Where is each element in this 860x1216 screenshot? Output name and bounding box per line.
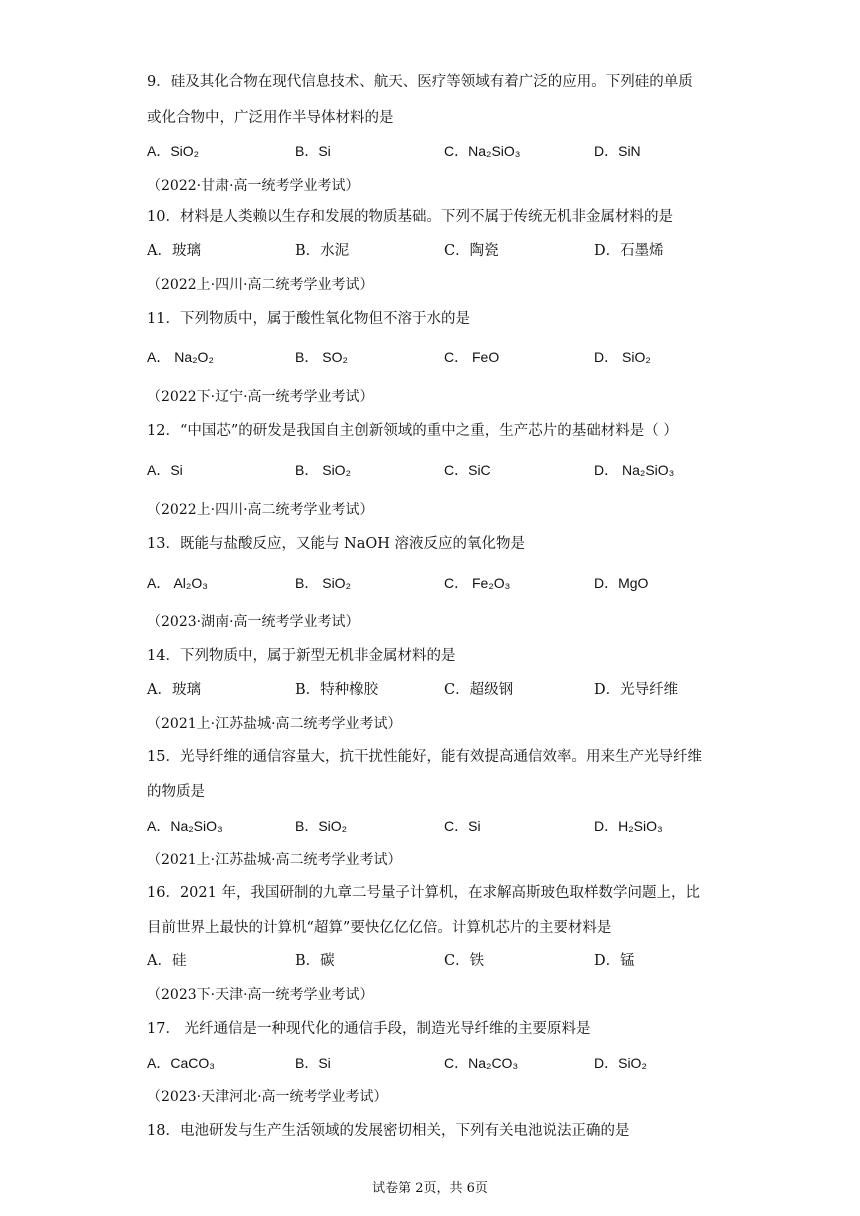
q10-option-b: B．水泥 xyxy=(295,243,350,259)
q15-stem-line2: 的物质是 xyxy=(147,784,205,800)
q10-options xyxy=(147,240,747,262)
q15-source: （2021上·江苏盐城·高二统考学业考试） xyxy=(147,852,402,868)
q9-options xyxy=(147,140,747,162)
q17-options xyxy=(147,1052,747,1074)
q11-option-d: D． SiO₂ xyxy=(594,349,651,365)
q14-source: （2021上·江苏盐城·高二统考学业考试） xyxy=(147,716,402,732)
q14-option-d: D．光导纤维 xyxy=(594,682,679,698)
q16-stem-line1: 16．2021 年，我国研制的九章二号量子计算机，在求解高斯玻色取样数学问题上，比 xyxy=(147,885,700,901)
q9-option-c: C．Na₂SiO₃ xyxy=(444,143,521,159)
q9-option-d: D．SiN xyxy=(594,143,641,159)
q17-option-a: A．CaCO₃ xyxy=(147,1055,215,1071)
q14-option-c: C．超级钢 xyxy=(444,682,514,698)
q12-option-d: D． Na₂SiO₃ xyxy=(594,462,675,478)
q17-option-d: D．SiO₂ xyxy=(594,1055,647,1071)
q9-option-b: B．Si xyxy=(295,143,331,159)
q15-option-d: D．H₂SiO₃ xyxy=(594,818,663,834)
q17-option-c: C．Na₂CO₃ xyxy=(444,1055,519,1071)
q11-option-c: C． FeO xyxy=(444,349,500,365)
q11-option-a: A． Na₂O₂ xyxy=(147,349,214,365)
q12-options xyxy=(147,459,747,481)
q18-stem-line1: 18．电池研发与生产生活领域的发展密切相关，下列有关电池说法正确的是 xyxy=(147,1123,630,1139)
q16-option-c: C．铁 xyxy=(444,953,485,969)
q14-options xyxy=(147,679,747,701)
q10-option-d: D．石墨烯 xyxy=(594,243,664,259)
page-footer: 试卷第 2页，共 6页 xyxy=(372,1181,488,1196)
q16-stem-line2: 目前世界上最快的计算机“超算”要快亿亿亿倍。计算机芯片的主要材料是 xyxy=(147,920,612,936)
q15-options xyxy=(147,815,747,837)
q16-option-b: B．碳 xyxy=(295,953,335,969)
q9-source: （2022·甘肃·高一统考学业考试） xyxy=(147,178,360,194)
q11-options xyxy=(147,346,747,368)
q13-source: （2023·湖南·高一统考学业考试） xyxy=(147,614,360,630)
q17-stem-line1: 17． 光纤通信是一种现代化的通信手段，制造光导纤维的主要原料是 xyxy=(147,1021,591,1037)
q13-option-b: B． SiO₂ xyxy=(295,575,351,591)
q9-option-a: A．SiO₂ xyxy=(147,143,200,159)
q13-option-c: C． Fe₂O₃ xyxy=(444,575,511,591)
q16-option-a: A．硅 xyxy=(147,953,187,969)
q15-option-b: B．SiO₂ xyxy=(295,818,348,834)
q14-option-a: A．玻璃 xyxy=(147,682,201,698)
q10-source: （2022上·四川·高二统考学业考试） xyxy=(147,277,374,293)
q15-option-c: C．Si xyxy=(444,818,481,834)
q16-option-d: D．锰 xyxy=(594,953,635,969)
q14-option-b: B．特种橡胶 xyxy=(295,682,379,698)
q9-stem-line2: 或化合物中，广泛用作半导体材料的是 xyxy=(147,110,394,126)
q15-stem-line1: 15．光导纤维的通信容量大，抗干扰性能好，能有效提高通信效率。用来生产光导纤维 xyxy=(147,749,702,765)
q16-options xyxy=(147,950,747,972)
q13-options xyxy=(147,572,747,594)
q10-stem-line1: 10．材料是人类赖以生存和发展的物质基础。下列不属于传统无机非金属材料的是 xyxy=(147,209,673,225)
q12-option-c: C．SiC xyxy=(444,462,491,478)
q17-source: （2023·天津河北·高一统考学业考试） xyxy=(147,1089,388,1105)
q10-option-a: A．玻璃 xyxy=(147,243,201,259)
q13-stem-line1: 13．既能与盐酸反应，又能与 NaOH 溶液反应的氧化物是 xyxy=(147,536,526,552)
q17-option-b: B．Si xyxy=(295,1055,331,1071)
q10-option-c: C．陶瓷 xyxy=(444,243,499,259)
q11-option-b: B． SO₂ xyxy=(295,349,348,365)
q15-option-a: A．Na₂SiO₃ xyxy=(147,818,223,834)
q13-option-a: A． Al₂O₃ xyxy=(147,575,208,591)
q11-stem-line1: 11．下列物质中，属于酸性氧化物但不溶于水的是 xyxy=(147,311,470,327)
q12-stem-line1: 12．“中国芯”的研发是我国自主创新领域的重中之重，生产芯片的基础材料是（ ） xyxy=(147,423,678,439)
q9-stem-line1: 9．硅及其化合物在现代信息技术、航天、医疗等领域有着广泛的应用。下列硅的单质 xyxy=(147,74,693,90)
q12-option-a: A．Si xyxy=(147,462,183,478)
q12-option-b: B． SiO₂ xyxy=(295,462,351,478)
q13-option-d: D．MgO xyxy=(594,575,649,591)
q14-stem-line1: 14．下列物质中，属于新型无机非金属材料的是 xyxy=(147,648,456,664)
q12-source: （2022上·四川·高二统考学业考试） xyxy=(147,502,374,518)
q11-source: （2022下·辽宁·高一统考学业考试） xyxy=(147,389,374,405)
q16-source: （2023下·天津·高一统考学业考试） xyxy=(147,987,374,1003)
